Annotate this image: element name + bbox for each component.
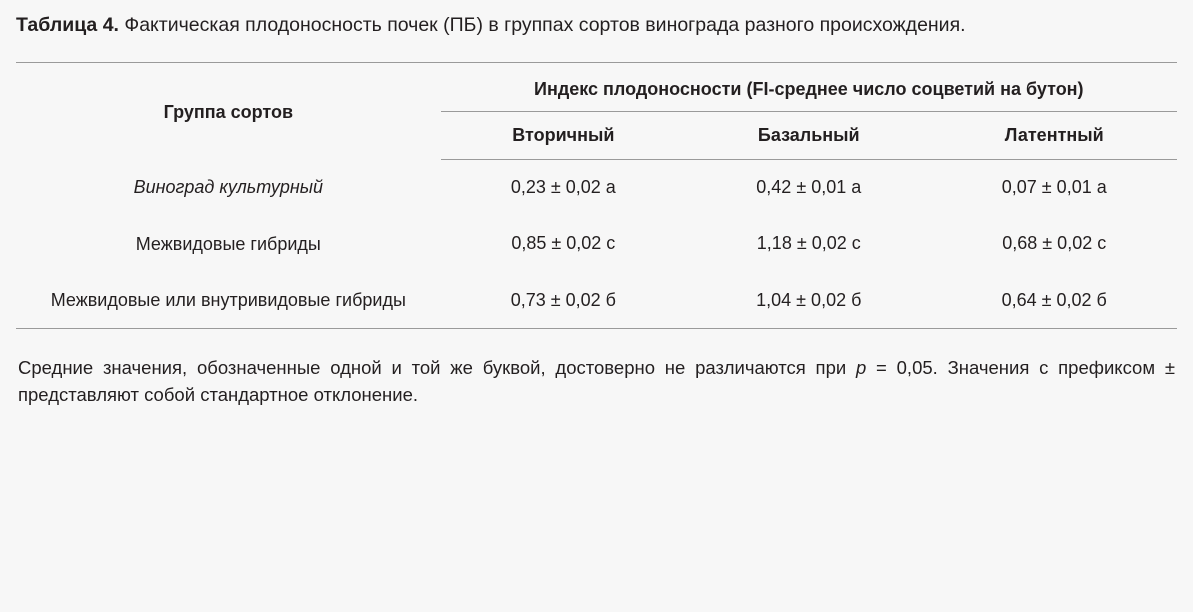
table-row: [16, 216, 1177, 272]
table-header-row-1: [16, 62, 1177, 111]
row-label: Межвидовые или внутривидовые гибриды: [16, 272, 441, 329]
cell-basal: 1,18 ± 0,02 c: [756, 233, 861, 254]
table-body: [16, 159, 1177, 328]
cell-latent: 0,07 ± 0,01 a: [1001, 177, 1107, 198]
table-head: [16, 62, 1177, 159]
header-fruitfulness-index: Индекс плодоносности (FI-среднее число соцветий на бутон): [441, 62, 1177, 111]
cell-basal: 0,42 ± 0,01 a: [756, 177, 862, 198]
header-secondary: Вторичный: [441, 111, 686, 159]
table-caption: [16, 12, 1177, 40]
row-label: Межвидовые гибриды: [135, 233, 321, 254]
caption-text: Фактическая плодоносность почек (ПБ) в группах сортов винограда разного происхождения.: [124, 14, 966, 36]
cell-secondary: 0,73 ± 0,02 б: [441, 272, 686, 329]
header-group-varieties: Группа сортов: [16, 62, 441, 159]
footnote-part-2: = 0,05. Значения с префиксом ± представляют собой стандартное отклонение.: [18, 357, 1175, 406]
cell-latent: 0,64 ± 0,02 б: [932, 272, 1178, 329]
table-row: [16, 159, 1177, 215]
cell-secondary: 0,85 ± 0,02 c: [511, 233, 616, 254]
fruitfulness-table: [16, 62, 1177, 330]
cell-basal: 1,04 ± 0,02 б: [686, 272, 931, 329]
row-label: Виноград культурный: [133, 177, 324, 198]
header-basal: Базальный: [686, 111, 931, 159]
footnote-p-symbol: p: [855, 357, 867, 379]
table-container: [14, 62, 1179, 330]
caption-label: Таблица 4.: [16, 14, 119, 36]
header-latent: Латентный: [932, 111, 1178, 159]
table-row: [16, 272, 1177, 329]
cell-secondary: 0,23 ± 0,02 a: [510, 177, 616, 198]
cell-latent: 0,68 ± 0,02 c: [1002, 233, 1107, 254]
footnote-part-1: Средние значения, обозначенные одной и той же буквой, достоверно не различаются при: [18, 357, 856, 379]
table-footnote: [18, 355, 1175, 409]
